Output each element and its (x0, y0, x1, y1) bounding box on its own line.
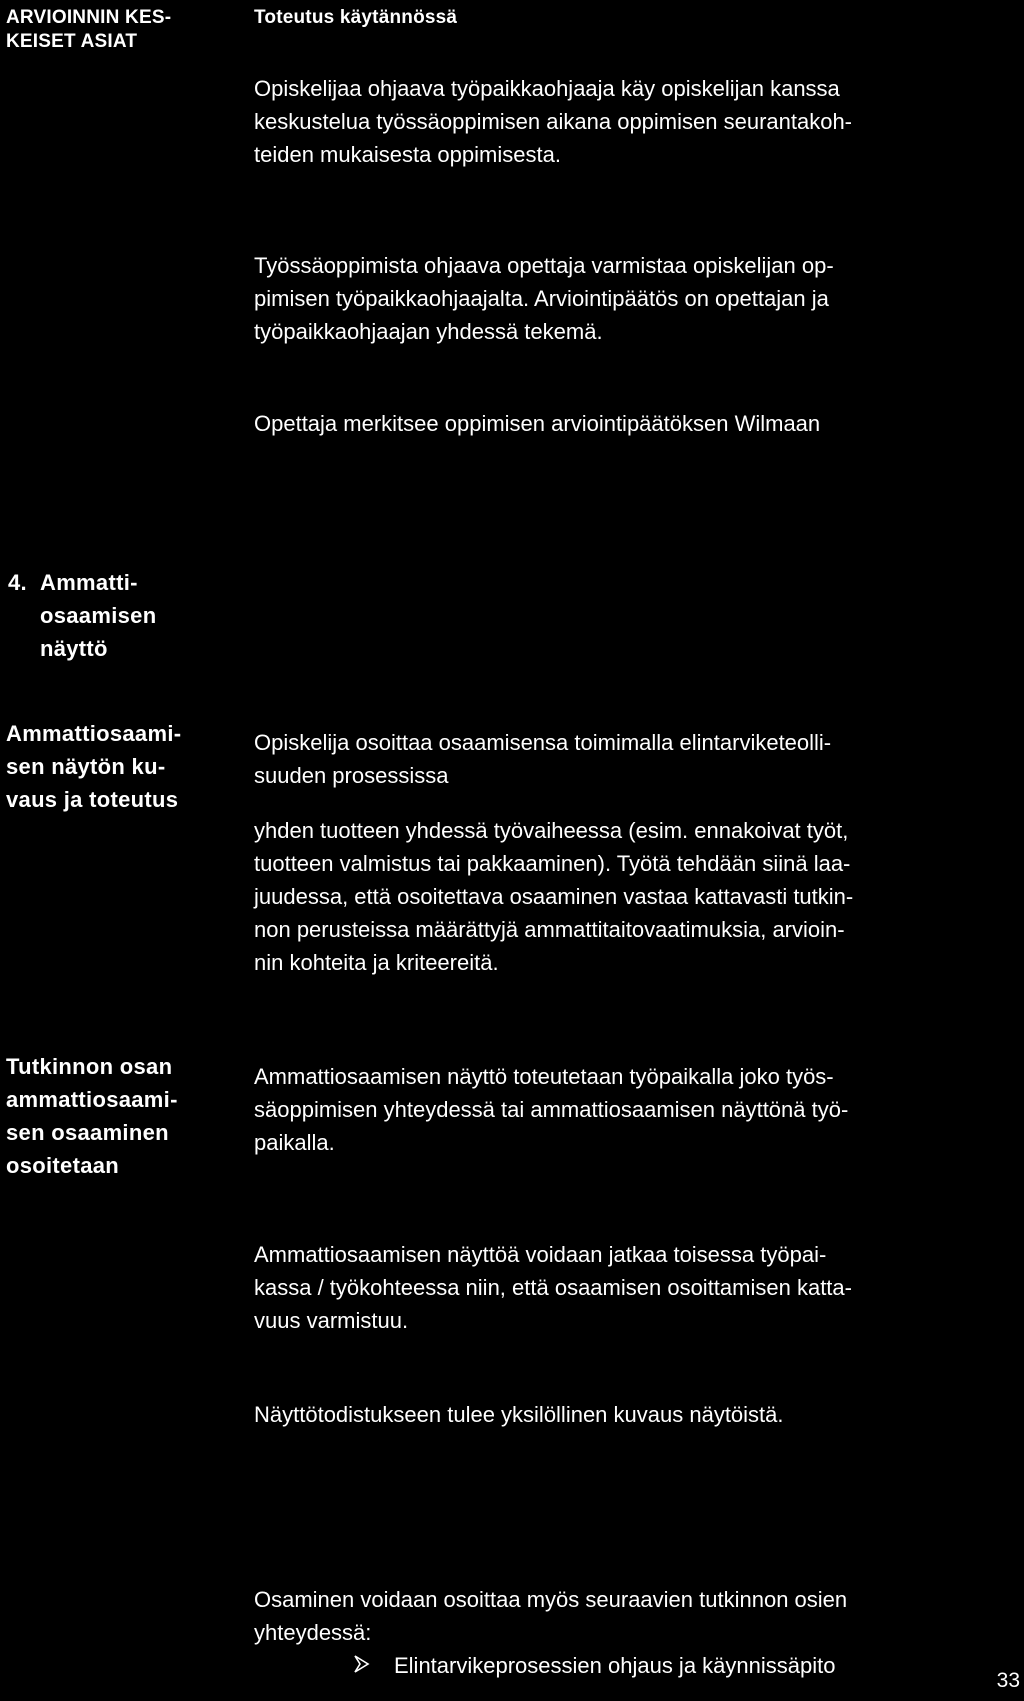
paragraph-continue-demonstration: Ammattiosaamisen näyttöä voidaan jatkaa toisessa työpai- kassa / työkohteessa niin, että osaamisen osoittamisen katta- vuus varmistuu. (254, 1242, 852, 1333)
paragraph-teacher-verifies: Työssäoppimista ohjaava opettaja varmistaa opiskelijan op- pimisen työpaikkaohjaajalta. Arviointipäätös on opettajan ja työpaikkaohjaajan yhdessä tekemä. (254, 253, 834, 344)
paragraph-work-scope: yhden tuotteen yhdessä työvaiheessa (esim. ennakoivat työt, tuotteen valmistus tai pakkaaminen). Työtä tehdään siinä laa- juudessa, että osoitettava osaaminen vastaa kattavasti tutkin- non perusteissa määrättyjä ammattitaitovaatimuksia, arvioin- nin kohteita ja kriteereitä. (254, 818, 854, 975)
bullet-list-item (354, 1649, 835, 1682)
row-label-competence-demonstrated: Tutkinnon osan ammattiosaami- sen osaaminen osoitetaan (6, 1054, 178, 1178)
paragraph-student-demonstrates: Opiskelija osoittaa osaamisensa toimimalla elintarviketeolli- suuden prosessissa (254, 730, 832, 788)
section-number: 4. (8, 570, 27, 595)
paragraph-wilma-record: Opettaja merkitsee oppimisen arviointipäätöksen Wilmaan (254, 411, 821, 436)
bullet-text: Elintarvikeprosessien ohjaus ja käynnissäpito (394, 1653, 836, 1678)
paragraph-supervisor-discussion: Opiskelijaa ohjaava työpaikkaohjaaja käy opiskelijan kanssa keskustelua työssäoppimisen aikana oppimisen seurantakoh- teiden mukaisesta oppimisesta. (254, 76, 853, 167)
row-label-demonstration-description: Ammattiosaami- sen näytön ku- vaus ja toteutus (6, 721, 182, 812)
page-number: 33 (996, 1669, 1020, 1692)
section-title: Ammatti- osaamisen näyttö (40, 570, 157, 661)
right-column-header: Toteutus käytännössä (254, 7, 458, 28)
left-column-header: ARVIOINNIN KES- KEISET ASIAT (6, 7, 172, 52)
paragraph-certificate-description: Näyttötodistukseen tulee yksilöllinen kuvaus näytöistä. (254, 1402, 784, 1427)
paragraph-demonstration-at-workplace: Ammattiosaamisen näyttö toteutetaan työpaikalla joko työs- säoppimisen yhteydessä tai ammattiosaamisen näyttönä työ- paikalla. (254, 1064, 849, 1155)
paragraph-other-modules: Osaminen voidaan osoittaa myös seuraavien tutkinnon osien yhteydessä: (254, 1587, 848, 1645)
arrowhead-bullet-icon (354, 1654, 378, 1678)
